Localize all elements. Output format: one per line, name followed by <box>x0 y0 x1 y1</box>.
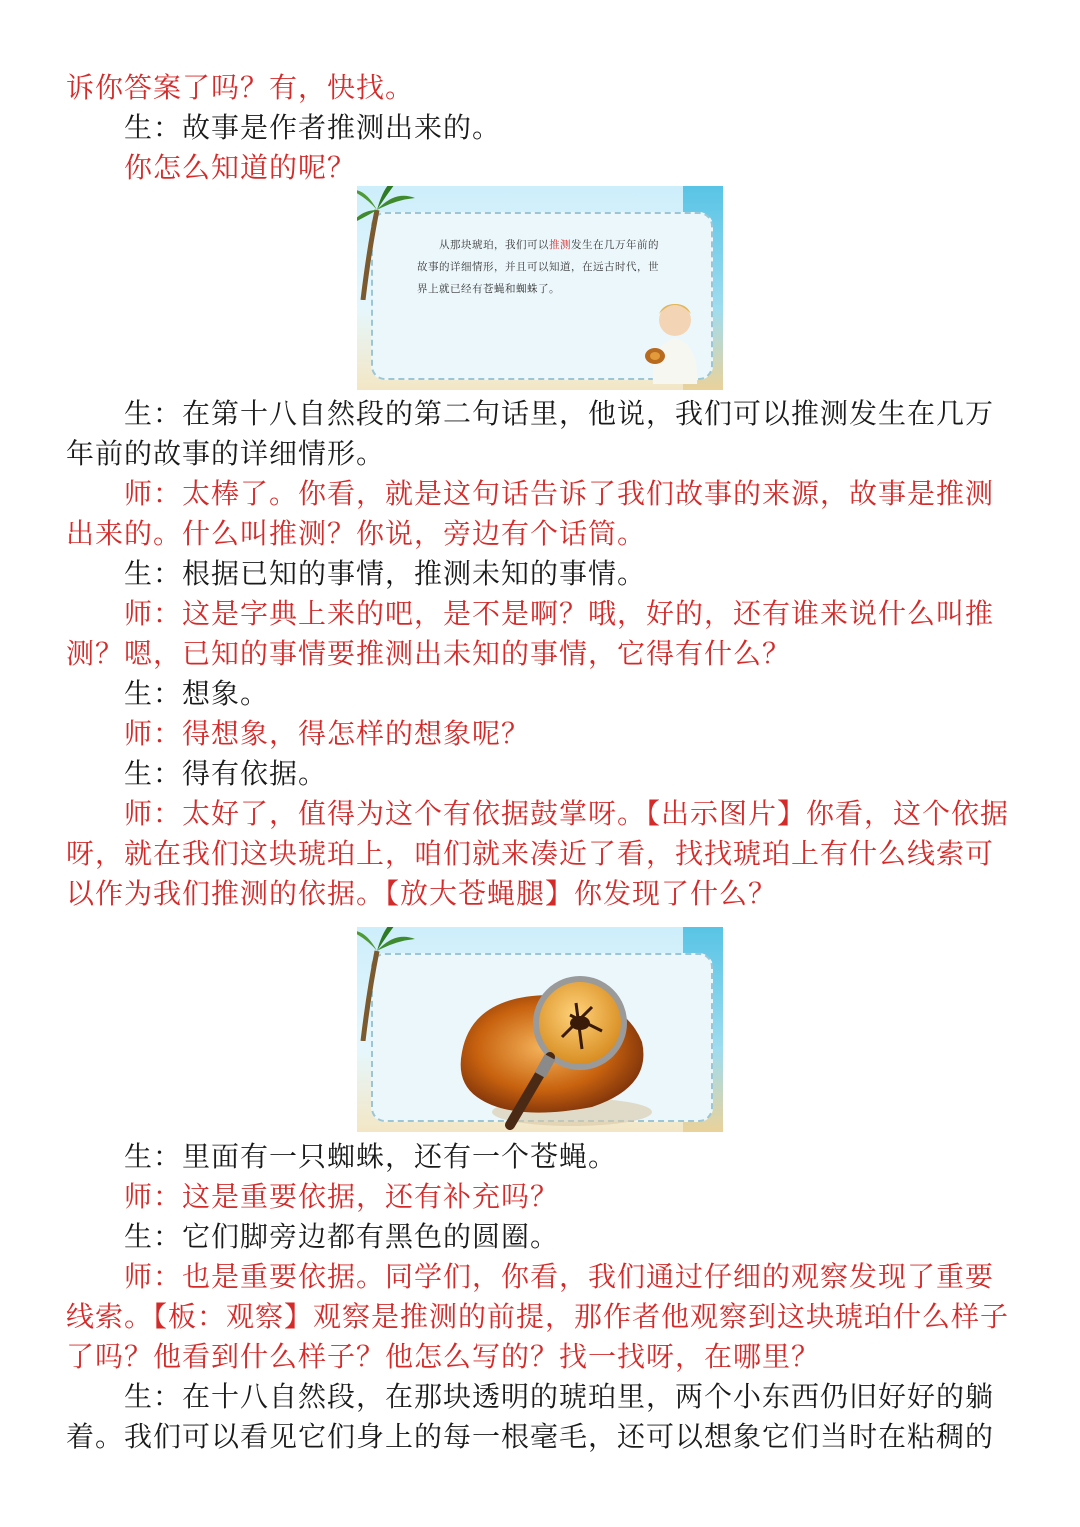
paragraph-teacher: 师：也是重要依据。同学们，你看，我们通过仔细的观察发现了重要线索。【板：观察】观察是推测的前提，那作者他观察到这块琥珀什么样子了吗？他看到什么样子？他怎么写的？找一找呀，在哪里？ <box>66 1260 1010 1373</box>
palm-tree-icon <box>357 186 415 300</box>
paragraph-student: 生：在第十八自然段的第二句话里，他说，我们可以推测发生在几万年前的故事的详细情形。 <box>66 397 995 470</box>
paragraph-student: 生：在十八自然段，在那块透明的琥珀里，两个小东西仍旧好好的躺着。我们可以看见它们身上的每一根毫毛，还可以想象它们当时在粘稠的 <box>66 1380 995 1453</box>
slide-image-amber <box>357 927 723 1132</box>
slide-quote-text: 从那块琥珀，我们可以 <box>439 239 549 251</box>
magnifier-on-amber-illustration <box>452 957 662 1132</box>
paragraph-student: 生：想象。 <box>124 677 270 710</box>
paragraph-teacher: 师：这是字典上来的吧，是不是啊？哦，好的，还有谁来说什么叫推测？嗯，已知的事情要推测出未知的事情，它得有什么？ <box>66 597 995 670</box>
slide-quote-highlight: 推测 <box>549 239 571 251</box>
boy-holding-amber-illustration <box>631 298 711 384</box>
paragraph-student: 生：里面有一只蜘蛛，还有一个苍蝇。 <box>124 1140 618 1173</box>
paragraph-student: 生：得有依据。 <box>124 757 328 790</box>
slide-image-quote <box>357 186 723 390</box>
paragraph-teacher: 师：这是重要依据，还有补充吗？ <box>124 1180 560 1213</box>
paragraph-student: 生：故事是作者推测出来的。 <box>124 111 502 144</box>
paragraph-teacher: 诉你答案了吗？有，快找。 <box>66 71 415 104</box>
paragraph-teacher: 师：太棒了。你看，就是这句话告诉了我们故事的来源，故事是推测出来的。什么叫推测？你说，旁边有个话筒。 <box>66 477 995 550</box>
paragraph-student: 生：根据已知的事情，推测未知的事情。 <box>124 557 647 590</box>
paragraph-student: 生：它们脚旁边都有黑色的圆圈。 <box>124 1220 560 1253</box>
slide-quote-text: 发生在几万年前的故事的详细情形，并且可以知道，在远古时代，世界上就已经有苍蝇和蜘蛛了。 <box>417 239 659 295</box>
paragraph-teacher: 师：得想象，得怎样的想象呢？ <box>124 717 531 750</box>
palm-tree-icon <box>357 927 415 1041</box>
slide-quote <box>417 234 669 300</box>
paragraph-teacher: 师：太好了，值得为这个有依据鼓掌呀。【出示图片】你看，这个依据呀，就在我们这块琥珀上，咱们就来凑近了看，找找琥珀上有什么线索可以作为我们推测的依据。【放大苍蝇腿】你发现了什么？ <box>66 797 1010 910</box>
paragraph-teacher: 你怎么知道的呢？ <box>124 151 357 184</box>
